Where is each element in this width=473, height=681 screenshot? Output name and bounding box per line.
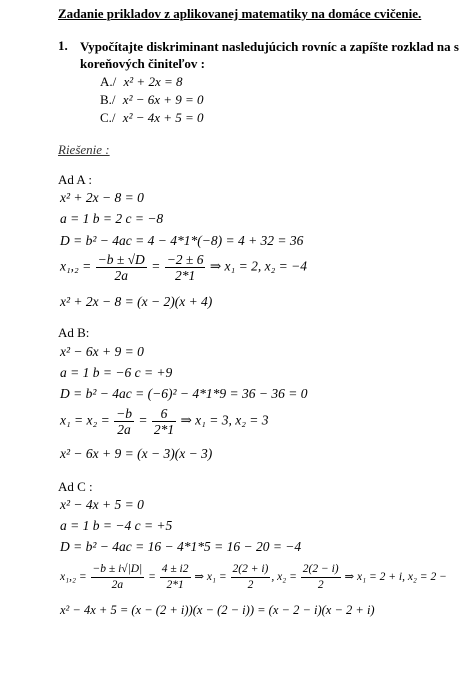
- section-a-fraction-1-denominator: 2a: [114, 268, 128, 283]
- solution-label: Riešenie :: [58, 142, 110, 157]
- task-item-b-equation: x² − 6x + 9 = 0: [122, 92, 204, 107]
- section-b-fraction-2-numerator: 6: [152, 406, 176, 422]
- section-c-coefficients: a = 1 b = −4 c = +5: [60, 518, 173, 533]
- section-b-discriminant: D = b² − 4ac = (−6)² − 4*1*9 = 36 − 36 = 0: [60, 386, 308, 401]
- section-c-fraction-1: [91, 562, 145, 593]
- task-item-b-label: B./: [100, 92, 116, 107]
- task-item-c-equation: x² − 4x + 5 = 0: [122, 110, 204, 125]
- section-c-fraction-4-denominator: 2: [317, 579, 324, 591]
- section-b-roots: x₁ = x₂ = $\frac{-b}{2a}$ = $\frac{6}{2*1}$ ⇒ x₁ = 3, x₂ = 3: [60, 406, 269, 437]
- section-c-fraction-2: [160, 562, 191, 593]
- task-item-a-label: A./: [100, 74, 117, 89]
- task-text-line2: koreňových činiteľov :: [80, 56, 206, 71]
- section-b-fraction-1: [114, 406, 134, 437]
- section-a-factorization: x² + 2x − 8 = (x − 2)(x + 4): [60, 294, 213, 309]
- section-c-fraction-2-numerator: 4 ± i2: [160, 562, 191, 578]
- section-c-roots-mid-1: ⇒ x₁ =: [194, 571, 227, 584]
- section-c-fraction-1-denominator: 2a: [111, 579, 124, 591]
- section-a-discriminant: D = b² − 4ac = 4 − 4*1*(−8) = 4 + 32 = 36: [60, 233, 304, 248]
- task-item-b: [100, 92, 204, 108]
- section-c-fraction-4-numerator: 2(2 − i): [301, 562, 341, 578]
- section-c-fraction-3-numerator: 2(2 + i): [231, 562, 271, 578]
- section-b-roots-result: ⇒ x₁ = 3, x₂ = 3: [180, 412, 269, 428]
- section-a-fraction-1-numerator: −b ± √D: [97, 252, 145, 267]
- section-c-equation: x² − 4x + 5 = 0: [60, 497, 144, 512]
- task-item-a-equation: x² + 2x = 8: [123, 74, 183, 89]
- section-a-fraction-2-denominator: 2*1: [174, 268, 196, 283]
- section-b-fraction-2-denominator: 2*1: [153, 422, 175, 437]
- section-a-roots-result: ⇒ x₁ = 2, x₂ = −4: [209, 258, 307, 274]
- task-item-c-label: C./: [100, 110, 116, 125]
- section-c-heading: Ad C :: [58, 479, 93, 494]
- section-b-roots-lhs: x₁ = x₂ =: [60, 412, 110, 428]
- section-c-fraction-4: [301, 562, 341, 593]
- section-c-factorization: x² − 4x + 5 = (x − (2 + i))(x − (2 − i)) = (x − 2 − i)(x − 2 + i): [60, 603, 375, 617]
- section-b-fraction-2: [152, 406, 176, 437]
- section-b-fraction-1-numerator: −b: [116, 406, 132, 421]
- section-b-equation: x² − 6x + 9 = 0: [60, 344, 144, 359]
- section-c-roots: x₁,₂ = $\frac{-b \pm i√|D|}{2a}$ = $\frac{4 \pm i2}{2*1}$ ⇒ x₁ = $\frac{2(2 + i)}{2}$ , x₂ = $\frac{2(2 - i)}{2}$ ⇒ x₁ = 2 + i, x₂ = 2 −: [60, 563, 447, 591]
- section-a-coefficients: a = 1 b = 2 c = −8: [60, 211, 164, 226]
- section-c-roots-result: ⇒ x₁ = 2 + i, x₂ = 2 −: [344, 571, 447, 584]
- section-b-heading: Ad B:: [58, 325, 90, 340]
- task-text: [80, 38, 459, 72]
- task-number: 1.: [58, 38, 68, 53]
- section-a-roots: x₁,₂ = $\frac{-b \pm √D}{2a}$ = $\frac{-2 \pm 6}{2*1}$ ⇒ x₁ = 2, x₂ = −4: [60, 252, 307, 283]
- section-b-coefficients: a = 1 b = −6 c = +9: [60, 365, 173, 380]
- section-c-roots-lhs: x₁,₂ =: [60, 571, 87, 584]
- section-a-heading: Ad A :: [58, 172, 92, 187]
- section-b-factorization: x² − 6x + 9 = (x − 3)(x − 3): [60, 446, 213, 461]
- section-c-fraction-1-numerator: −b ± i√|D|: [91, 562, 145, 578]
- section-b-fraction-1-denominator: 2a: [117, 422, 131, 437]
- section-a-equation: x² + 2x − 8 = 0: [60, 190, 144, 205]
- task-item-a: [100, 74, 182, 90]
- section-a-roots-lhs: x₁,₂ =: [60, 258, 92, 274]
- section-c-roots-mid-2: , x₂ =: [271, 571, 297, 584]
- section-c-discriminant: D = b² − 4ac = 16 − 4*1*5 = 16 − 20 = −4: [60, 539, 302, 554]
- section-a-fraction-1: [96, 252, 147, 283]
- section-a-fraction-2: [165, 252, 206, 283]
- task-text-line1: Vypočítajte diskriminant nasledujúcich rovníc a zapíšte rozklad na s: [80, 39, 459, 54]
- section-c-fraction-3: [231, 562, 271, 593]
- section-c-fraction-3-denominator: 2: [247, 579, 254, 591]
- section-c-fraction-2-denominator: 2*1: [166, 579, 184, 591]
- section-a-fraction-2-numerator: −2 ± 6: [166, 252, 204, 267]
- task-item-c: [100, 110, 204, 126]
- document-title: Zadanie prikladov z aplikovanej matematiky na domáce cvičenie.: [58, 6, 422, 21]
